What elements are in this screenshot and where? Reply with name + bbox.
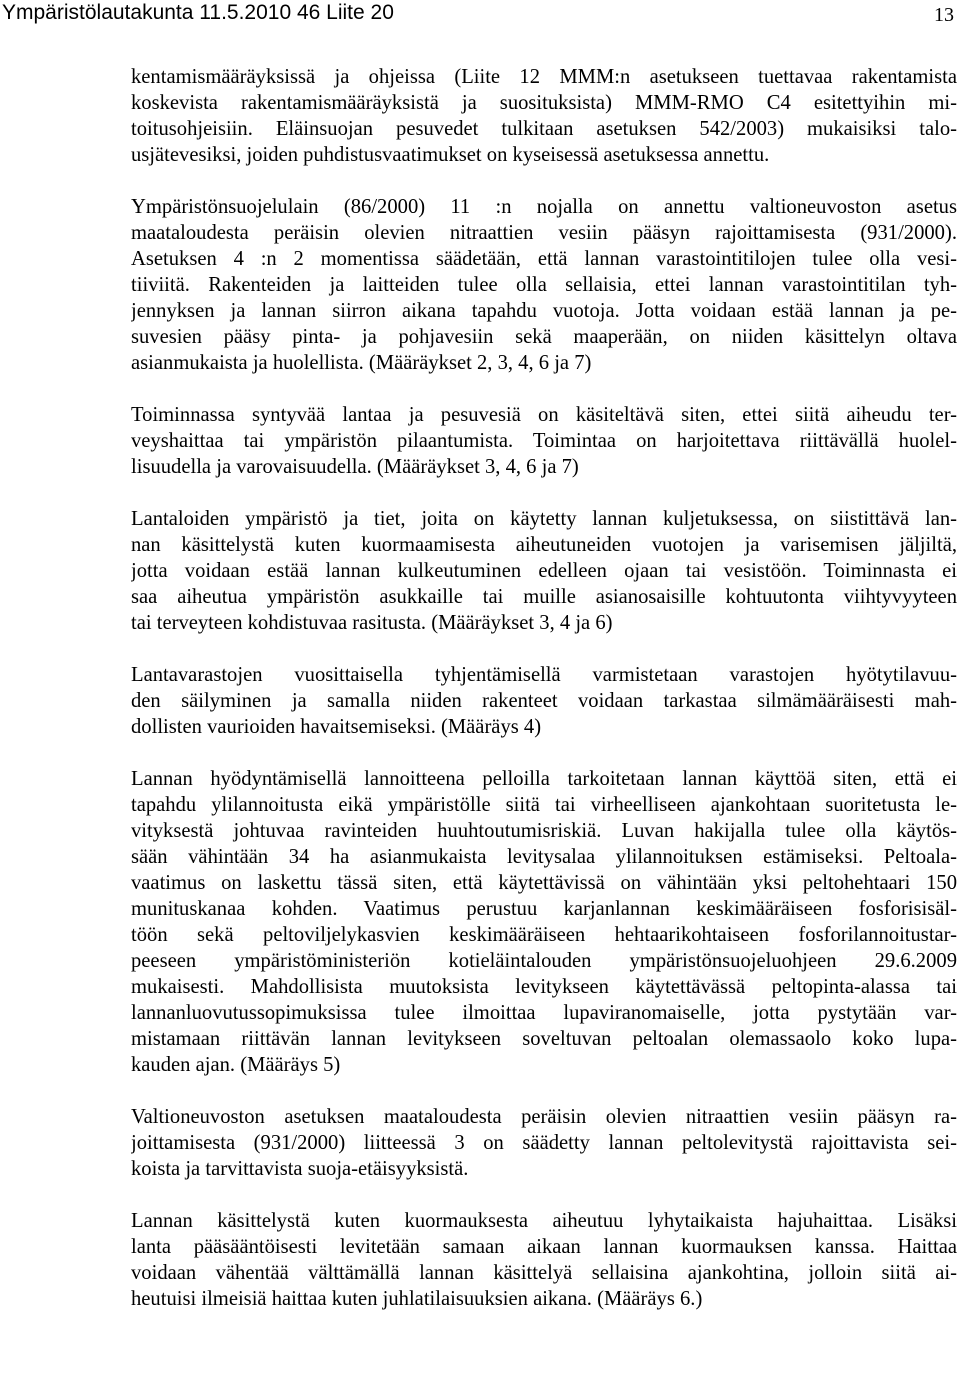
text-line: jotta voidaan estää lannan kulkeutuminen edelleen ojaan tai vesistöön. Toiminnasta ei <box>131 560 957 582</box>
text-line: Ympäristönsuojelulain (86/2000) 11 :n nojalla on annettu valtioneuvoston asetus <box>131 196 957 218</box>
page-number: 13 <box>934 4 954 26</box>
text-line: mistamaan riittävän lannan levitykseen soveltuvan peltoalan olemassaolo koko lupa- <box>131 1028 957 1050</box>
text-line: kauden ajan. (Määräys 5) <box>131 1054 341 1076</box>
paragraph <box>131 1104 957 1182</box>
paragraph <box>131 506 957 636</box>
text-line: koskevista rakentamismääräyksistä ja suosituksista) MMM-RMO C4 esitettyihin mi- <box>131 92 957 114</box>
text-line: Lannan käsittelystä kuten kuormauksesta aiheutuu lyhytaikaista hajuhaittaa. Lisäksi <box>131 1210 957 1232</box>
header-title: Ympäristölautakunta 11.5.2010 46 Liite 20 <box>2 1 394 24</box>
page-header <box>0 0 960 40</box>
text-line: joittamisesta (931/2000) liitteessä 3 on säädetty lannan peltolevitystä rajoittavista sei- <box>131 1132 957 1154</box>
paragraph <box>131 766 957 1078</box>
text-line: usjätevesiksi, joiden puhdistusvaatimukset on kyseisessä asetuksessa annettu. <box>131 144 770 166</box>
text-line: lanta pääsääntöisesti levitetään samaan aikaan lannan kuormauksen kanssa. Haittaa <box>131 1236 957 1258</box>
paragraph <box>131 662 957 740</box>
text-line: tai terveyteen kohdistuvaa rasitusta. (Määräykset 3, 4 ja 6) <box>131 612 613 634</box>
text-line: nan käsittelystä kuten kuormaamisesta aiheutuneiden vuotojen ja varisemisen jäljiltä, <box>131 534 957 556</box>
document-body <box>131 64 957 1312</box>
text-line: sään vähintään 34 ha asianmukaista levitysalaa ylilannoituksen estämiseksi. Peltoala- <box>131 846 957 868</box>
text-line: suvesien pääsy pinta- ja pohjavesiin sekä maaperään, on niiden käsittelyn oltava <box>131 326 957 348</box>
text-line: tiiviitä. Rakenteiden ja laitteiden tulee olla sellaisia, ettei lannan varastointitilan tyh- <box>131 274 957 296</box>
text-line: lannanluovutussopimuksissa tulee ilmoittaa lupaviranomaiselle, jotta pystytään var- <box>131 1002 957 1024</box>
text-line: Lantavarastojen vuosittaisella tyhjentämisellä varmistetaan varastojen hyötytilavuu- <box>131 664 957 686</box>
text-line: Lantaloiden ympäristö ja tiet, joita on käytetty lannan kuljetuksessa, on siistittävä lan- <box>131 508 957 530</box>
text-line: kentamismääräyksissä ja ohjeissa (Liite 12 MMM:n asetukseen tuettavaa rakentamista <box>131 66 957 88</box>
text-line: munituskanaa kohden. Vaatimus perustuu karjanlannan keskimääräiseen fosforisisäl- <box>131 898 957 920</box>
text-line: veyshaittaa tai ympäristön pilaantumista. Toimintaa on harjoitettava riittävällä huolel- <box>131 430 957 452</box>
text-line: tapahdu ylilannoitusta eikä ympäristölle siitä tai virheelliseen ajankohtaan suoritetusta le- <box>131 794 957 816</box>
text-line: toitusohjeisiin. Eläinsuojan pesuvedet tulkitaan asetuksen 542/2003) mukaisiksi talo- <box>131 118 957 140</box>
text-line: saa aiheutua ympäristön asukkaille tai muille asianosaisille kohtuutonta viihtyvyyteen <box>131 586 957 608</box>
text-line: den säilyminen ja samalla niiden rakenteet voidaan tarkastaa silmämääräisesti mah- <box>131 690 957 712</box>
text-line: asianmukaista ja huolellista. (Määräykset 2, 3, 4, 6 ja 7) <box>131 352 592 374</box>
paragraph <box>131 64 957 168</box>
paragraph <box>131 1208 957 1312</box>
paragraph <box>131 194 957 376</box>
text-line: vityksestä johtuvaa ravinteiden huuhtoutumisriskiä. Luvan hakijalla tulee olla käytös- <box>131 820 957 842</box>
text-line: Toiminnassa syntyvää lantaa ja pesuvesiä on käsiteltävä siten, ettei siitä aiheudu ter- <box>131 404 957 426</box>
text-line: jennyksen ja lannan siirron aikana tapahdu vuotoja. Jotta voidaan estää lannan ja pe- <box>131 300 957 322</box>
text-line: voidaan vähentää välttämällä lannan käsittelyä sellaisina ajankohtina, jolloin siitä ai- <box>131 1262 957 1284</box>
text-line: Asetuksen 4 :n 2 momentissa säädetään, että lannan varastointitilojen tulee olla vesi- <box>131 248 957 270</box>
text-line: maataloudesta peräisin olevien nitraattien vesiin pääsyn rajoittamisesta (931/2000). <box>131 222 957 244</box>
text-line: vaatimus on laskettu tässä siten, että käytettävissä on vähintään yksi peltohehtaari 150 <box>131 872 957 894</box>
text-line: mukaisesti. Mahdollisista muutoksista levitykseen käytettävässä peltopinta-alassa tai <box>131 976 957 998</box>
paragraph <box>131 402 957 480</box>
text-line: töön sekä peltoviljelykasvien keskimääräiseen hehtaarikohtaiseen fosforilannoitustar- <box>131 924 957 946</box>
text-line: lisuudella ja varovaisuudella. (Määräykset 3, 4, 6 ja 7) <box>131 456 579 478</box>
text-line: heutuisi ilmeisiä haittaa kuten juhlatilaisuuksien aikana. (Määräys 6.) <box>131 1288 703 1310</box>
text-line: dollisten vaurioiden havaitsemiseksi. (Määräys 4) <box>131 716 542 738</box>
text-line: Lannan hyödyntämisellä lannoitteena pelloilla tarkoitetaan lannan käyttöä siten, että ei <box>131 768 957 790</box>
text-line: peeseen ympäristöministeriön kotieläintalouden ympäristönsuojeluohjeen 29.6.2009 <box>131 950 957 972</box>
text-line: koista ja tarvittavista suoja-etäisyyksistä. <box>131 1158 469 1180</box>
text-line: Valtioneuvoston asetuksen maataloudesta peräisin olevien nitraattien vesiin pääsyn ra- <box>131 1106 957 1128</box>
